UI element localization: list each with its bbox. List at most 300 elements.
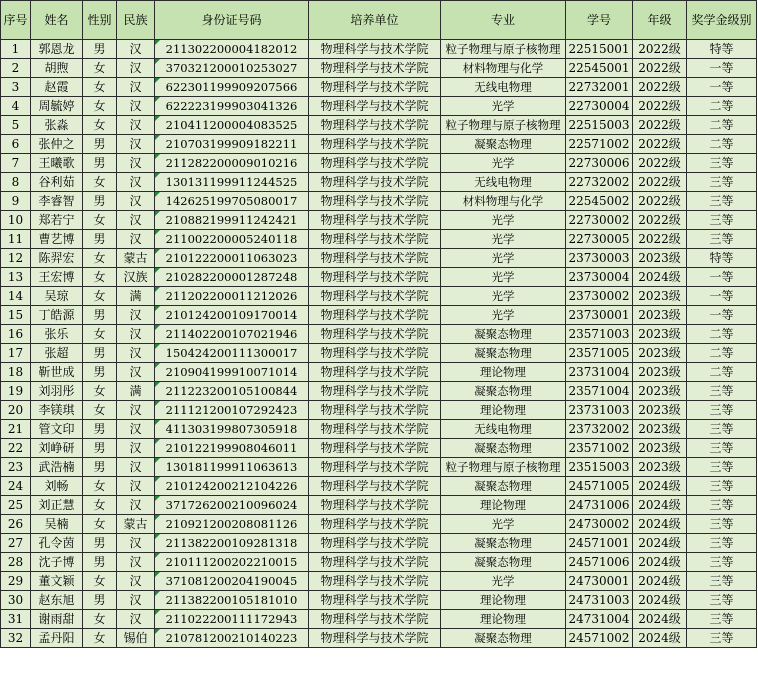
cell-unit[interactable]: 物理科学与技术学院 [309, 97, 441, 116]
cell-unit[interactable]: 物理科学与技术学院 [309, 135, 441, 154]
cell-id-number[interactable]: 210124200109170014 [155, 306, 309, 325]
cell-major[interactable]: 凝聚态物理 [441, 344, 566, 363]
cell-gender[interactable]: 男 [83, 420, 117, 439]
cell-unit[interactable]: 物理科学与技术学院 [309, 363, 441, 382]
cell-grade[interactable]: 2024级 [633, 515, 687, 534]
cell-seq[interactable]: 29 [1, 572, 31, 591]
cell-grade[interactable]: 2022级 [633, 211, 687, 230]
cell-name[interactable]: 丁皓源 [31, 306, 83, 325]
cell-scholarship-level[interactable]: 三等 [687, 458, 757, 477]
cell-unit[interactable]: 物理科学与技术学院 [309, 268, 441, 287]
cell-unit[interactable]: 物理科学与技术学院 [309, 287, 441, 306]
cell-grade[interactable]: 2022级 [633, 230, 687, 249]
cell-student-id[interactable]: 23731003 [566, 401, 633, 420]
cell-id-number[interactable]: 211382200105181010 [155, 591, 309, 610]
cell-grade[interactable]: 2024级 [633, 477, 687, 496]
cell-name[interactable]: 谷利茹 [31, 173, 83, 192]
cell-gender[interactable]: 男 [83, 40, 117, 59]
cell-scholarship-level[interactable]: 三等 [687, 173, 757, 192]
cell-major[interactable]: 粒子物理与原子核物理 [441, 116, 566, 135]
cell-major[interactable]: 无线电物理 [441, 78, 566, 97]
cell-scholarship-level[interactable]: 三等 [687, 439, 757, 458]
cell-id-number[interactable]: 211022200111172943 [155, 610, 309, 629]
cell-ethnicity[interactable]: 汉 [117, 135, 155, 154]
cell-ethnicity[interactable]: 汉 [117, 325, 155, 344]
cell-name[interactable]: 陈羿宏 [31, 249, 83, 268]
cell-grade[interactable]: 2023级 [633, 344, 687, 363]
cell-gender[interactable]: 女 [83, 477, 117, 496]
cell-major[interactable]: 材料物理与化学 [441, 192, 566, 211]
cell-name[interactable]: 刘畅 [31, 477, 83, 496]
cell-gender[interactable]: 女 [83, 325, 117, 344]
cell-major[interactable]: 无线电物理 [441, 420, 566, 439]
cell-name[interactable]: 周毓婷 [31, 97, 83, 116]
cell-major[interactable]: 理论物理 [441, 363, 566, 382]
cell-gender[interactable]: 女 [83, 287, 117, 306]
cell-scholarship-level[interactable]: 二等 [687, 116, 757, 135]
cell-seq[interactable]: 25 [1, 496, 31, 515]
cell-grade[interactable]: 2024级 [633, 610, 687, 629]
cell-name[interactable]: 刘羽彤 [31, 382, 83, 401]
cell-id-number[interactable]: 622301199909207566 [155, 78, 309, 97]
cell-unit[interactable]: 物理科学与技术学院 [309, 420, 441, 439]
cell-grade[interactable]: 2023级 [633, 287, 687, 306]
cell-major[interactable]: 凝聚态物理 [441, 135, 566, 154]
cell-id-number[interactable]: 210882199911242421 [155, 211, 309, 230]
cell-student-id[interactable]: 24730002 [566, 515, 633, 534]
cell-major[interactable]: 光学 [441, 306, 566, 325]
cell-seq[interactable]: 6 [1, 135, 31, 154]
cell-gender[interactable]: 男 [83, 553, 117, 572]
cell-ethnicity[interactable]: 汉 [117, 344, 155, 363]
cell-scholarship-level[interactable]: 一等 [687, 306, 757, 325]
cell-student-id[interactable]: 22545001 [566, 59, 633, 78]
cell-scholarship-level[interactable]: 三等 [687, 572, 757, 591]
cell-name[interactable]: 张淼 [31, 116, 83, 135]
cell-unit[interactable]: 物理科学与技术学院 [309, 173, 441, 192]
cell-id-number[interactable]: 130181199911063613 [155, 458, 309, 477]
cell-ethnicity[interactable]: 汉 [117, 458, 155, 477]
cell-gender[interactable]: 男 [83, 230, 117, 249]
cell-name[interactable]: 胡煦 [31, 59, 83, 78]
cell-gender[interactable]: 女 [83, 610, 117, 629]
cell-major[interactable]: 光学 [441, 572, 566, 591]
cell-ethnicity[interactable]: 蒙古 [117, 249, 155, 268]
cell-name[interactable]: 李睿智 [31, 192, 83, 211]
cell-id-number[interactable]: 211302200004182012 [155, 40, 309, 59]
cell-unit[interactable]: 物理科学与技术学院 [309, 439, 441, 458]
cell-scholarship-level[interactable]: 二等 [687, 363, 757, 382]
cell-id-number[interactable]: 210282200001287248 [155, 268, 309, 287]
cell-gender[interactable]: 女 [83, 572, 117, 591]
cell-id-number[interactable]: 210781200210140223 [155, 629, 309, 648]
cell-grade[interactable]: 2023级 [633, 249, 687, 268]
cell-id-number[interactable]: 211223200105100844 [155, 382, 309, 401]
cell-student-id[interactable]: 23730003 [566, 249, 633, 268]
cell-grade[interactable]: 2023级 [633, 439, 687, 458]
cell-major[interactable]: 光学 [441, 211, 566, 230]
cell-student-id[interactable]: 23571005 [566, 344, 633, 363]
header-id-number[interactable]: 身份证号码 [155, 1, 309, 40]
cell-grade[interactable]: 2024级 [633, 496, 687, 515]
cell-gender[interactable]: 男 [83, 591, 117, 610]
cell-gender[interactable]: 男 [83, 154, 117, 173]
cell-scholarship-level[interactable]: 一等 [687, 268, 757, 287]
cell-seq[interactable]: 22 [1, 439, 31, 458]
cell-gender[interactable]: 男 [83, 439, 117, 458]
cell-seq[interactable]: 18 [1, 363, 31, 382]
cell-major[interactable]: 凝聚态物理 [441, 439, 566, 458]
cell-seq[interactable]: 7 [1, 154, 31, 173]
cell-student-id[interactable]: 24571006 [566, 553, 633, 572]
cell-scholarship-level[interactable]: 二等 [687, 344, 757, 363]
cell-name[interactable]: 刘峥研 [31, 439, 83, 458]
cell-name[interactable]: 王宏博 [31, 268, 83, 287]
cell-major[interactable]: 材料物理与化学 [441, 59, 566, 78]
cell-id-number[interactable]: 210411200004083525 [155, 116, 309, 135]
cell-major[interactable]: 凝聚态物理 [441, 477, 566, 496]
cell-name[interactable]: 武浩楠 [31, 458, 83, 477]
cell-unit[interactable]: 物理科学与技术学院 [309, 591, 441, 610]
cell-name[interactable]: 吴楠 [31, 515, 83, 534]
cell-name[interactable]: 董文颖 [31, 572, 83, 591]
cell-scholarship-level[interactable]: 三等 [687, 154, 757, 173]
cell-scholarship-level[interactable]: 二等 [687, 97, 757, 116]
cell-major[interactable]: 光学 [441, 268, 566, 287]
cell-unit[interactable]: 物理科学与技术学院 [309, 249, 441, 268]
cell-grade[interactable]: 2024级 [633, 591, 687, 610]
cell-ethnicity[interactable]: 汉 [117, 306, 155, 325]
cell-ethnicity[interactable]: 汉 [117, 230, 155, 249]
cell-name[interactable]: 郭恩龙 [31, 40, 83, 59]
cell-id-number[interactable]: 371081200204190045 [155, 572, 309, 591]
cell-student-id[interactable]: 23571002 [566, 439, 633, 458]
cell-scholarship-level[interactable]: 三等 [687, 382, 757, 401]
cell-ethnicity[interactable]: 汉 [117, 78, 155, 97]
cell-name[interactable]: 张仲之 [31, 135, 83, 154]
cell-student-id[interactable]: 22730002 [566, 211, 633, 230]
cell-name[interactable]: 刘正慧 [31, 496, 83, 515]
cell-unit[interactable]: 物理科学与技术学院 [309, 344, 441, 363]
cell-ethnicity[interactable]: 汉 [117, 496, 155, 515]
cell-gender[interactable]: 女 [83, 496, 117, 515]
cell-scholarship-level[interactable]: 三等 [687, 496, 757, 515]
cell-student-id[interactable]: 22545002 [566, 192, 633, 211]
cell-grade[interactable]: 2023级 [633, 306, 687, 325]
cell-id-number[interactable]: 370321200010253027 [155, 59, 309, 78]
cell-id-number[interactable]: 211202200011212026 [155, 287, 309, 306]
cell-student-id[interactable]: 22730006 [566, 154, 633, 173]
cell-student-id[interactable]: 23571004 [566, 382, 633, 401]
cell-major[interactable]: 无线电物理 [441, 173, 566, 192]
cell-name[interactable]: 沈子博 [31, 553, 83, 572]
cell-grade[interactable]: 2022级 [633, 173, 687, 192]
cell-id-number[interactable]: 622223199903041326 [155, 97, 309, 116]
cell-student-id[interactable]: 23732002 [566, 420, 633, 439]
cell-grade[interactable]: 2024级 [633, 572, 687, 591]
cell-id-number[interactable]: 210122199908046011 [155, 439, 309, 458]
cell-ethnicity[interactable]: 汉 [117, 173, 155, 192]
cell-student-id[interactable]: 24730001 [566, 572, 633, 591]
cell-student-id[interactable]: 22515003 [566, 116, 633, 135]
cell-scholarship-level[interactable]: 三等 [687, 534, 757, 553]
cell-name[interactable]: 郑若宁 [31, 211, 83, 230]
cell-scholarship-level[interactable]: 三等 [687, 192, 757, 211]
header-unit[interactable]: 培养单位 [309, 1, 441, 40]
cell-seq[interactable]: 31 [1, 610, 31, 629]
cell-grade[interactable]: 2024级 [633, 534, 687, 553]
cell-scholarship-level[interactable]: 三等 [687, 515, 757, 534]
cell-unit[interactable]: 物理科学与技术学院 [309, 629, 441, 648]
header-name[interactable]: 姓名 [31, 1, 83, 40]
cell-gender[interactable]: 男 [83, 192, 117, 211]
cell-major[interactable]: 凝聚态物理 [441, 534, 566, 553]
cell-major[interactable]: 理论物理 [441, 496, 566, 515]
cell-unit[interactable]: 物理科学与技术学院 [309, 572, 441, 591]
cell-student-id[interactable]: 22732002 [566, 173, 633, 192]
cell-student-id[interactable]: 24731003 [566, 591, 633, 610]
cell-unit[interactable]: 物理科学与技术学院 [309, 154, 441, 173]
cell-grade[interactable]: 2022级 [633, 59, 687, 78]
cell-id-number[interactable]: 210122200011063023 [155, 249, 309, 268]
cell-seq[interactable]: 28 [1, 553, 31, 572]
cell-id-number[interactable]: 211282200009010216 [155, 154, 309, 173]
cell-student-id[interactable]: 23730004 [566, 268, 633, 287]
cell-major[interactable]: 光学 [441, 154, 566, 173]
cell-grade[interactable]: 2023级 [633, 363, 687, 382]
cell-seq[interactable]: 5 [1, 116, 31, 135]
cell-seq[interactable]: 10 [1, 211, 31, 230]
cell-scholarship-level[interactable]: 二等 [687, 325, 757, 344]
cell-gender[interactable]: 女 [83, 78, 117, 97]
cell-id-number[interactable]: 210703199909182211 [155, 135, 309, 154]
cell-unit[interactable]: 物理科学与技术学院 [309, 382, 441, 401]
cell-name[interactable]: 张超 [31, 344, 83, 363]
cell-grade[interactable]: 2023级 [633, 458, 687, 477]
cell-grade[interactable]: 2022级 [633, 116, 687, 135]
cell-scholarship-level[interactable]: 二等 [687, 135, 757, 154]
cell-grade[interactable]: 2023级 [633, 401, 687, 420]
cell-seq[interactable]: 32 [1, 629, 31, 648]
cell-grade[interactable]: 2023级 [633, 420, 687, 439]
cell-gender[interactable]: 男 [83, 344, 117, 363]
cell-unit[interactable]: 物理科学与技术学院 [309, 610, 441, 629]
cell-gender[interactable]: 女 [83, 173, 117, 192]
cell-unit[interactable]: 物理科学与技术学院 [309, 306, 441, 325]
cell-ethnicity[interactable]: 汉 [117, 534, 155, 553]
cell-major[interactable]: 光学 [441, 230, 566, 249]
header-seq[interactable]: 序号 [1, 1, 31, 40]
cell-grade[interactable]: 2022级 [633, 154, 687, 173]
cell-major[interactable]: 凝聚态物理 [441, 382, 566, 401]
cell-unit[interactable]: 物理科学与技术学院 [309, 534, 441, 553]
cell-grade[interactable]: 2022级 [633, 97, 687, 116]
cell-gender[interactable]: 女 [83, 401, 117, 420]
cell-major[interactable]: 光学 [441, 97, 566, 116]
cell-gender[interactable]: 女 [83, 629, 117, 648]
cell-student-id[interactable]: 23571003 [566, 325, 633, 344]
cell-seq[interactable]: 21 [1, 420, 31, 439]
cell-ethnicity[interactable]: 汉 [117, 116, 155, 135]
cell-scholarship-level[interactable]: 一等 [687, 59, 757, 78]
cell-name[interactable]: 靳世成 [31, 363, 83, 382]
cell-gender[interactable]: 男 [83, 135, 117, 154]
cell-unit[interactable]: 物理科学与技术学院 [309, 116, 441, 135]
cell-ethnicity[interactable]: 汉 [117, 572, 155, 591]
cell-student-id[interactable]: 24731006 [566, 496, 633, 515]
cell-seq[interactable]: 19 [1, 382, 31, 401]
cell-student-id[interactable]: 22730004 [566, 97, 633, 116]
cell-unit[interactable]: 物理科学与技术学院 [309, 325, 441, 344]
cell-unit[interactable]: 物理科学与技术学院 [309, 401, 441, 420]
cell-student-id[interactable]: 23515003 [566, 458, 633, 477]
cell-scholarship-level[interactable]: 三等 [687, 591, 757, 610]
cell-unit[interactable]: 物理科学与技术学院 [309, 192, 441, 211]
cell-ethnicity[interactable]: 汉 [117, 553, 155, 572]
cell-name[interactable]: 曹艺博 [31, 230, 83, 249]
cell-grade[interactable]: 2024级 [633, 629, 687, 648]
cell-name[interactable]: 孟丹阳 [31, 629, 83, 648]
cell-id-number[interactable]: 211002200005240118 [155, 230, 309, 249]
cell-unit[interactable]: 物理科学与技术学院 [309, 553, 441, 572]
header-ethnicity[interactable]: 民族 [117, 1, 155, 40]
cell-major[interactable]: 凝聚态物理 [441, 629, 566, 648]
cell-scholarship-level[interactable]: 一等 [687, 287, 757, 306]
cell-grade[interactable]: 2022级 [633, 78, 687, 97]
cell-gender[interactable]: 女 [83, 268, 117, 287]
cell-ethnicity[interactable]: 汉 [117, 97, 155, 116]
cell-scholarship-level[interactable]: 三等 [687, 401, 757, 420]
cell-unit[interactable]: 物理科学与技术学院 [309, 496, 441, 515]
cell-student-id[interactable]: 24571002 [566, 629, 633, 648]
cell-grade[interactable]: 2024级 [633, 268, 687, 287]
cell-major[interactable]: 粒子物理与原子核物理 [441, 40, 566, 59]
cell-seq[interactable]: 1 [1, 40, 31, 59]
cell-seq[interactable]: 3 [1, 78, 31, 97]
cell-ethnicity[interactable]: 满 [117, 382, 155, 401]
cell-major[interactable]: 光学 [441, 249, 566, 268]
cell-id-number[interactable]: 211382200109281318 [155, 534, 309, 553]
cell-seq[interactable]: 11 [1, 230, 31, 249]
cell-id-number[interactable]: 371726200210096024 [155, 496, 309, 515]
cell-student-id[interactable]: 22730005 [566, 230, 633, 249]
cell-scholarship-level[interactable]: 三等 [687, 420, 757, 439]
cell-student-id[interactable]: 24731004 [566, 610, 633, 629]
header-major[interactable]: 专业 [441, 1, 566, 40]
cell-gender[interactable]: 女 [83, 515, 117, 534]
cell-gender[interactable]: 男 [83, 458, 117, 477]
cell-seq[interactable]: 13 [1, 268, 31, 287]
cell-id-number[interactable]: 210111200202210015 [155, 553, 309, 572]
cell-seq[interactable]: 24 [1, 477, 31, 496]
cell-ethnicity[interactable]: 汉 [117, 401, 155, 420]
cell-ethnicity[interactable]: 汉 [117, 591, 155, 610]
header-gender[interactable]: 性别 [83, 1, 117, 40]
header-grade[interactable]: 年级 [633, 1, 687, 40]
cell-seq[interactable]: 27 [1, 534, 31, 553]
cell-student-id[interactable]: 22732001 [566, 78, 633, 97]
cell-gender[interactable]: 男 [83, 306, 117, 325]
cell-ethnicity[interactable]: 汉 [117, 154, 155, 173]
cell-grade[interactable]: 2022级 [633, 40, 687, 59]
cell-ethnicity[interactable]: 蒙古 [117, 515, 155, 534]
cell-gender[interactable]: 女 [83, 97, 117, 116]
cell-unit[interactable]: 物理科学与技术学院 [309, 59, 441, 78]
cell-gender[interactable]: 女 [83, 211, 117, 230]
cell-grade[interactable]: 2023级 [633, 382, 687, 401]
cell-student-id[interactable]: 22571002 [566, 135, 633, 154]
cell-scholarship-level[interactable]: 三等 [687, 477, 757, 496]
cell-student-id[interactable]: 23730001 [566, 306, 633, 325]
cell-unit[interactable]: 物理科学与技术学院 [309, 78, 441, 97]
cell-student-id[interactable]: 24571001 [566, 534, 633, 553]
cell-ethnicity[interactable]: 满 [117, 287, 155, 306]
cell-seq[interactable]: 16 [1, 325, 31, 344]
cell-ethnicity[interactable]: 汉 [117, 477, 155, 496]
cell-grade[interactable]: 2024级 [633, 553, 687, 572]
cell-scholarship-level[interactable]: 特等 [687, 40, 757, 59]
cell-gender[interactable]: 女 [83, 116, 117, 135]
cell-name[interactable]: 张乐 [31, 325, 83, 344]
cell-ethnicity[interactable]: 汉 [117, 439, 155, 458]
cell-id-number[interactable]: 211402200107021946 [155, 325, 309, 344]
cell-id-number[interactable]: 211121200107292423 [155, 401, 309, 420]
cell-id-number[interactable]: 210124200212104226 [155, 477, 309, 496]
cell-gender[interactable]: 女 [83, 249, 117, 268]
cell-id-number[interactable]: 210921200208081126 [155, 515, 309, 534]
cell-student-id[interactable]: 23731004 [566, 363, 633, 382]
cell-seq[interactable]: 15 [1, 306, 31, 325]
cell-scholarship-level[interactable]: 三等 [687, 211, 757, 230]
cell-name[interactable]: 孔令茵 [31, 534, 83, 553]
cell-seq[interactable]: 2 [1, 59, 31, 78]
cell-major[interactable]: 凝聚态物理 [441, 553, 566, 572]
cell-seq[interactable]: 4 [1, 97, 31, 116]
cell-major[interactable]: 理论物理 [441, 401, 566, 420]
cell-grade[interactable]: 2022级 [633, 192, 687, 211]
header-student-id[interactable]: 学号 [566, 1, 633, 40]
cell-ethnicity[interactable]: 汉 [117, 192, 155, 211]
cell-major[interactable]: 理论物理 [441, 610, 566, 629]
cell-ethnicity[interactable]: 汉 [117, 40, 155, 59]
cell-student-id[interactable]: 24571005 [566, 477, 633, 496]
cell-gender[interactable]: 女 [83, 382, 117, 401]
cell-scholarship-level[interactable]: 特等 [687, 249, 757, 268]
cell-ethnicity[interactable]: 汉 [117, 610, 155, 629]
cell-seq[interactable]: 17 [1, 344, 31, 363]
header-scholarship-level[interactable]: 奖学金级别 [687, 1, 757, 40]
cell-grade[interactable]: 2023级 [633, 325, 687, 344]
cell-scholarship-level[interactable]: 三等 [687, 610, 757, 629]
cell-id-number[interactable]: 142625199705080017 [155, 192, 309, 211]
cell-gender[interactable]: 男 [83, 363, 117, 382]
cell-seq[interactable]: 9 [1, 192, 31, 211]
cell-major[interactable]: 光学 [441, 287, 566, 306]
cell-major[interactable]: 光学 [441, 515, 566, 534]
cell-seq[interactable]: 14 [1, 287, 31, 306]
cell-seq[interactable]: 12 [1, 249, 31, 268]
cell-id-number[interactable]: 411303199807305918 [155, 420, 309, 439]
cell-name[interactable]: 王曦歌 [31, 154, 83, 173]
cell-grade[interactable]: 2022级 [633, 135, 687, 154]
cell-major[interactable]: 凝聚态物理 [441, 325, 566, 344]
cell-ethnicity[interactable]: 汉 [117, 363, 155, 382]
cell-gender[interactable]: 女 [83, 59, 117, 78]
cell-seq[interactable]: 26 [1, 515, 31, 534]
cell-major[interactable]: 粒子物理与原子核物理 [441, 458, 566, 477]
cell-ethnicity[interactable]: 汉族 [117, 268, 155, 287]
cell-unit[interactable]: 物理科学与技术学院 [309, 40, 441, 59]
